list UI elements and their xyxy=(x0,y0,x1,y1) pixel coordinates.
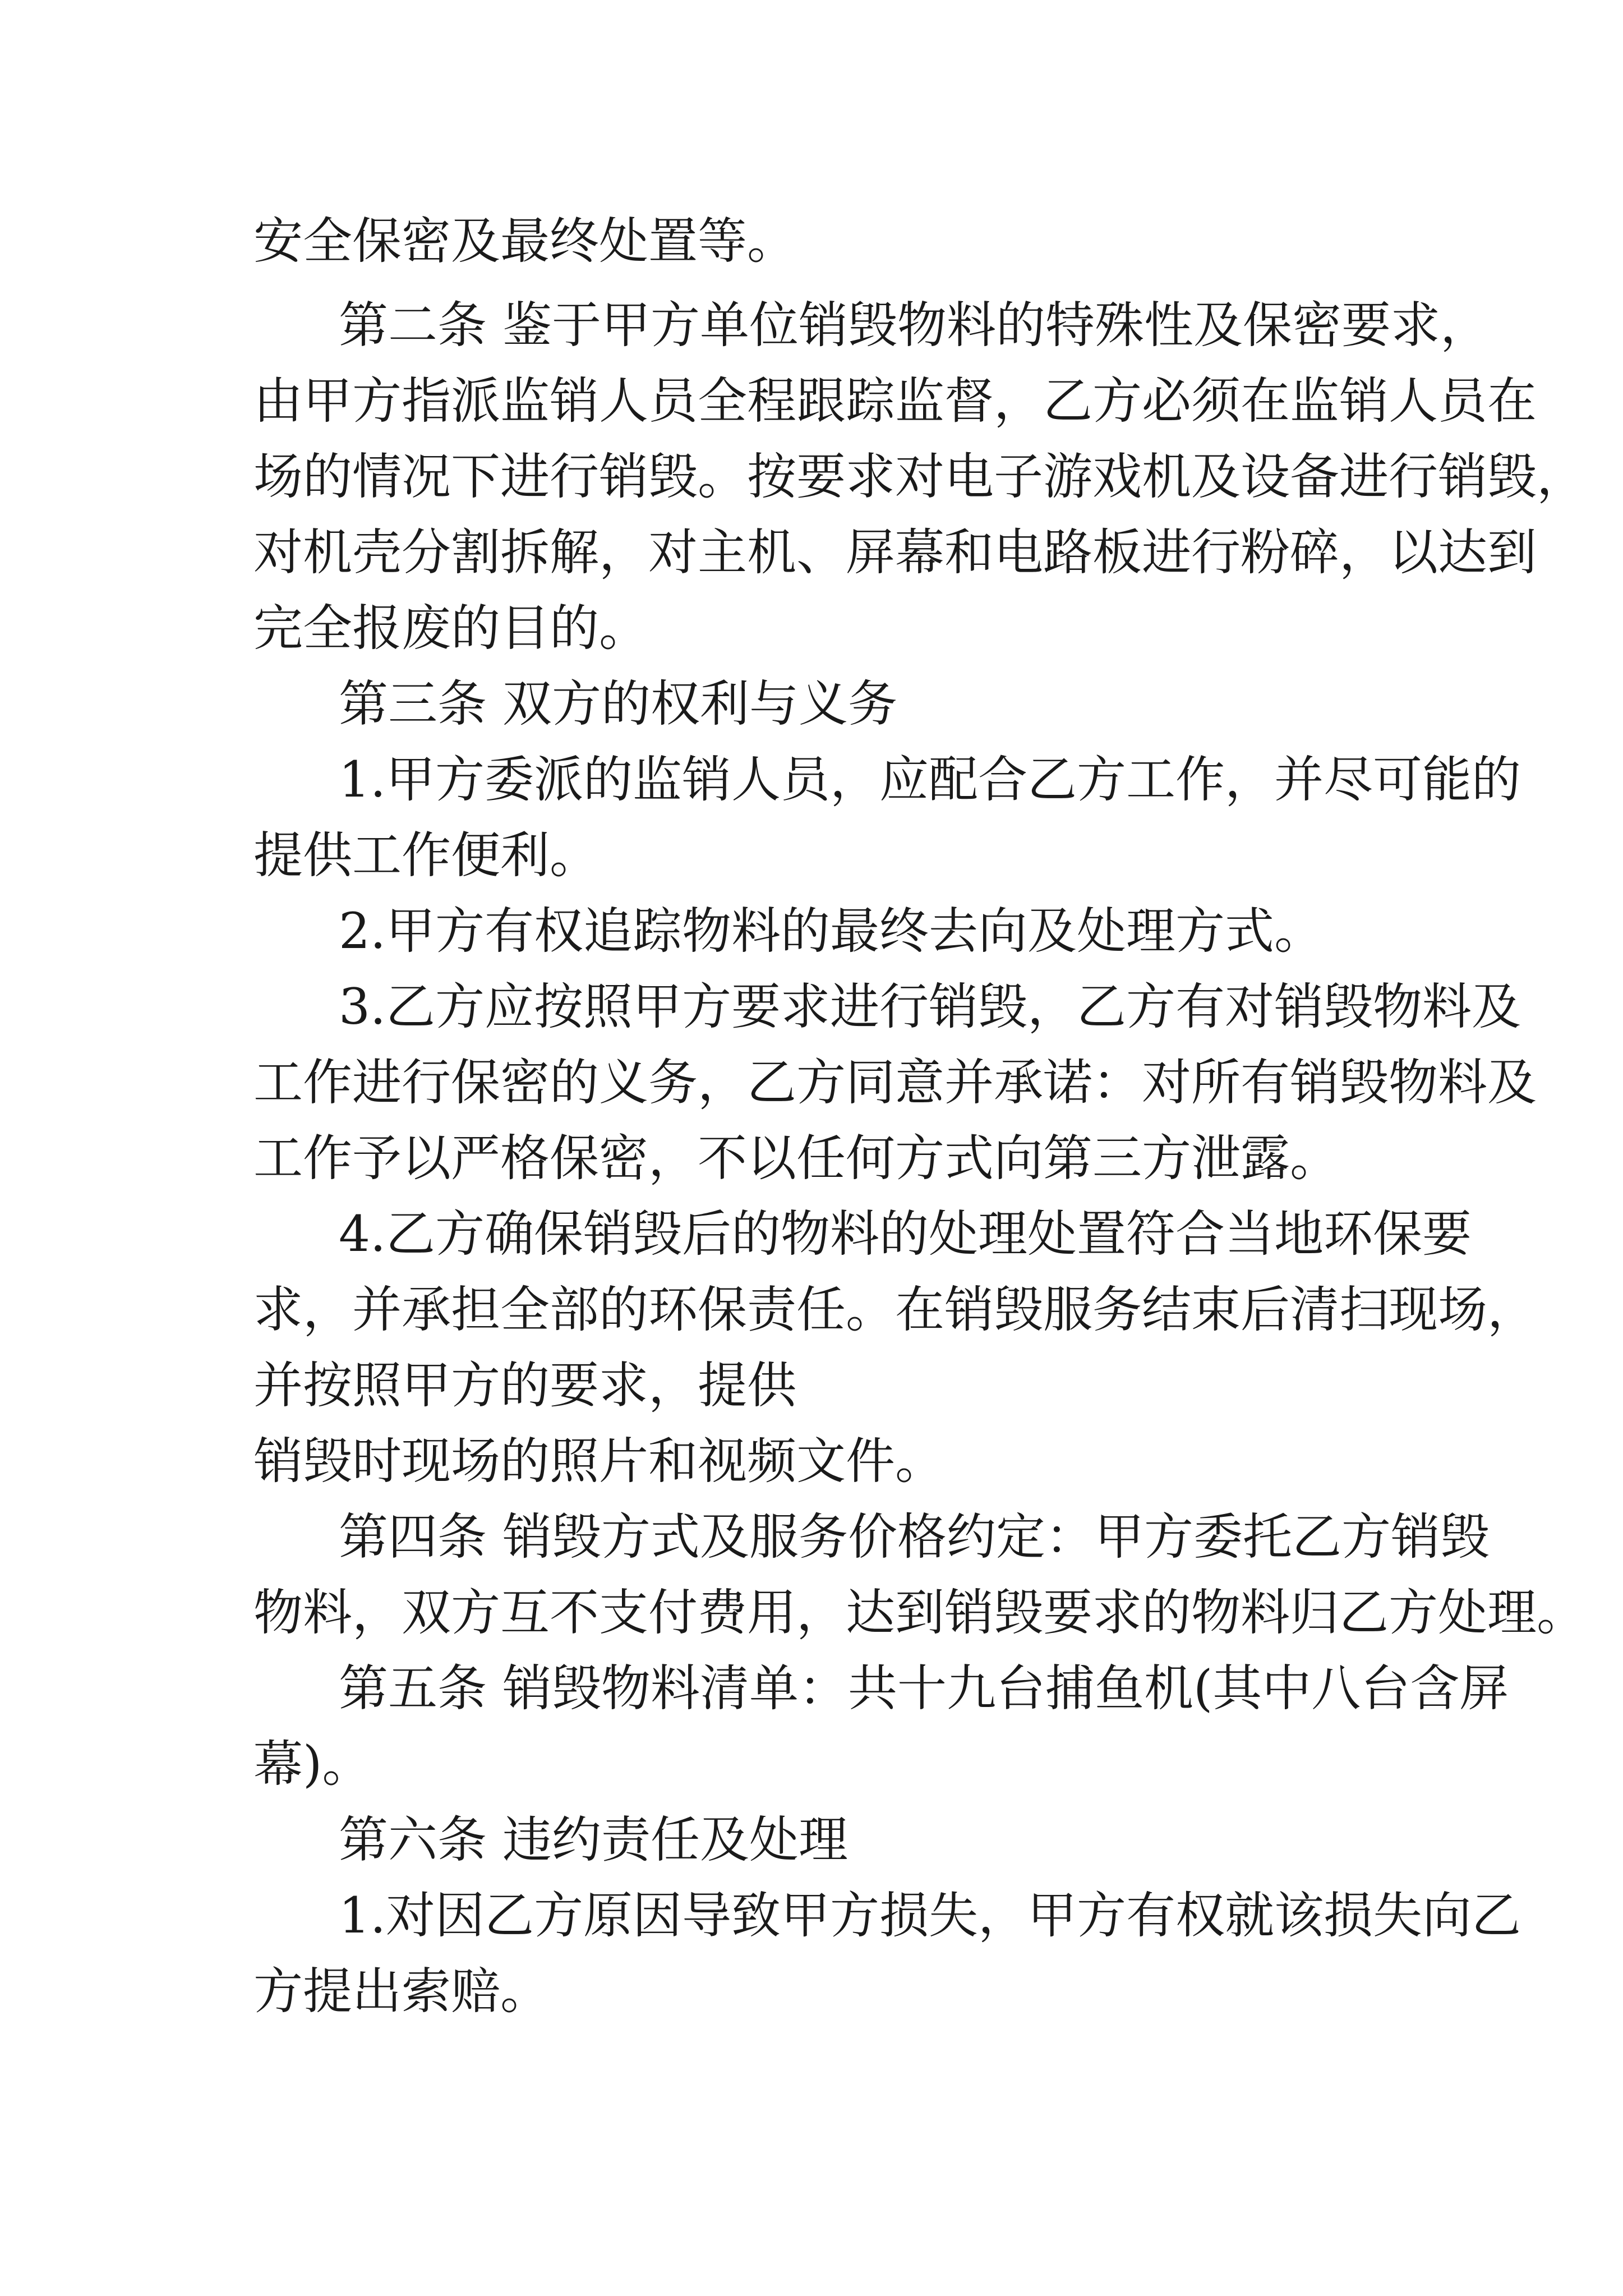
article-5-line: 第五条 销毁物料清单：共十九台捕鱼机(其中八台含屏 xyxy=(339,1659,1509,1717)
text-line: 场的情况下进行销毁。按要求对电子游戏机及设备进行销毁， xyxy=(253,448,1587,505)
text-line: 方提出索赔。 xyxy=(253,1962,550,2020)
text-line: 安全保密及最终处置等。 xyxy=(253,212,797,270)
article-4-line: 第四条 销毁方式及服务价格约定：甲方委托乙方销毁 xyxy=(339,1508,1490,1566)
clause-3-3-line: 3.乙方应按照甲方要求进行销毁，乙方有对销毁物料及 xyxy=(339,978,1521,1036)
text-line: 工作予以严格保密，不以任何方式向第三方泄露。 xyxy=(253,1129,1340,1187)
text-line: 幕)。 xyxy=(253,1735,372,1793)
clause-3-4-line: 4.乙方确保销毁后的物料的处理处置符合当地环保要 xyxy=(339,1205,1472,1263)
text-line: 求，并承担全部的环保责任。在销毁服务结束后清扫现场， xyxy=(253,1281,1537,1338)
text-line: 并按照甲方的要求，提供 xyxy=(253,1356,797,1414)
text-line: 工作进行保密的义务，乙方同意并承诺：对所有销毁物料及 xyxy=(253,1053,1537,1111)
text-line: 完全报废的目的。 xyxy=(253,599,649,657)
text-line: 对机壳分割拆解，对主机、屏幕和电路板进行粉碎，以达到 xyxy=(253,523,1537,581)
article-2-heading-line: 第二条 鉴于甲方单位销毁物料的特殊性及保密要求， xyxy=(339,296,1490,354)
clause-6-1-line: 1.对因乙方原因导致甲方损失，甲方有权就该损失向乙 xyxy=(339,1887,1521,1944)
text-line: 提供工作便利。 xyxy=(253,826,600,884)
clause-3-1-line: 1.甲方委派的监销人员，应配合乙方工作，并尽可能的 xyxy=(339,751,1521,808)
article-3-heading: 第三条 双方的权利与义务 xyxy=(339,675,897,733)
text-line: 由甲方指派监销人员全程跟踪监督，乙方必须在监销人员在 xyxy=(253,372,1537,430)
text-line: 销毁时现场的照片和视频文件。 xyxy=(253,1432,945,1490)
article-6-heading: 第六条 违约责任及处理 xyxy=(339,1811,848,1869)
clause-3-2-line: 2.甲方有权追踪物料的最终去向及处理方式。 xyxy=(339,902,1324,960)
text-line: 物料，双方互不支付费用，达到销毁要求的物料归乙方处理。 xyxy=(253,1584,1587,1641)
